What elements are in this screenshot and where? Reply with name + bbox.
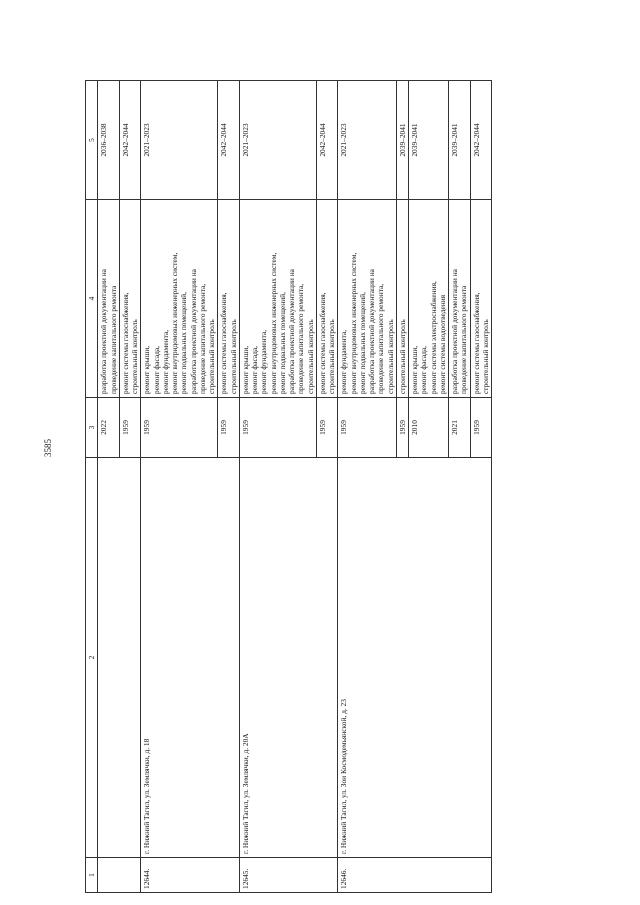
repair-period: 2036–2038: [98, 81, 120, 200]
repair-period: 2039–2041: [396, 81, 408, 200]
works-list: [396, 200, 408, 398]
building-address: г. Нижний Тагил, ул. Землячки, д. 18: [141, 458, 240, 858]
work-item: ремонт системы газоснабжения,: [317, 292, 327, 394]
work-item: ремонт внутридомовых инженерных систем,: [170, 252, 179, 394]
work-item: ремонт системы газоснабжения,: [471, 292, 481, 394]
page-number: 3585: [43, 439, 53, 457]
work-item: ремонт фундамента,: [259, 329, 269, 394]
work-item: строительный контроль: [228, 319, 238, 394]
work-item: ремонт фасада,: [250, 346, 259, 394]
building-address: г. Нижний Тагил, ул. Землячки, д. 20А: [239, 458, 338, 858]
work-item: ремонт системы электроснабжения,: [428, 281, 438, 394]
repair-period: 2021–2023: [239, 81, 316, 200]
construction-year: 1959: [316, 398, 338, 458]
work-item: проведение капитального ремонта,: [296, 283, 306, 394]
works-list: [239, 200, 316, 398]
repair-period: 2042–2044: [218, 81, 240, 200]
repair-period: 2021–2023: [338, 81, 397, 200]
work-item: строительный контроль: [397, 319, 407, 394]
building-address: [98, 458, 141, 858]
work-item: ремонт крыши,: [142, 345, 152, 394]
column-header: 1: [86, 858, 98, 893]
construction-year: 1959: [338, 398, 397, 458]
repair-period: 2039–2041: [449, 81, 471, 200]
table-row: [239, 81, 316, 893]
construction-year: 1959: [218, 398, 240, 458]
construction-year: 2022: [98, 398, 120, 458]
work-item: ремонт подвальных помещений,: [179, 292, 189, 394]
works-list: [338, 200, 397, 398]
work-item: проведение капитального ремонта,: [197, 283, 207, 394]
works-list: [141, 200, 218, 398]
construction-year: 2021: [449, 398, 471, 458]
header-row: [86, 81, 98, 893]
works-list: [409, 200, 449, 398]
column-header: 2: [86, 458, 98, 858]
column-header: 3: [86, 398, 98, 458]
repair-period: 2042–2044: [119, 81, 141, 200]
work-item: строительный контроль: [385, 319, 395, 394]
work-item: разработка проектной документации на: [450, 269, 459, 394]
work-item: разработка проектной документации на: [287, 269, 296, 394]
repair-period: 2039–2041: [409, 81, 449, 200]
work-item: разработка проектной документации на: [99, 269, 109, 394]
work-item: ремонт подвальных помещений,: [357, 292, 367, 394]
repair-period: 2042–2044: [470, 81, 492, 200]
construction-year: 2010: [409, 398, 449, 458]
rotated-table-container: [85, 81, 580, 893]
work-item: проведение капитального ремонта,: [376, 283, 386, 394]
works-list: [470, 200, 492, 398]
work-item: ремонт системы газоснабжения,: [120, 292, 130, 394]
column-header: 5: [86, 81, 98, 200]
construction-year: 1959: [470, 398, 492, 458]
work-item: ремонт внутридомовых инженерных систем,: [268, 252, 278, 394]
works-list: [218, 200, 240, 398]
work-item: проведение капитального ремонта: [459, 285, 469, 394]
work-item: ремонт фасада,: [151, 346, 161, 394]
work-item: разработка проектной документации на: [188, 269, 198, 394]
work-item: проведение капитального ремонта: [108, 285, 118, 394]
work-item: ремонт фасада,: [419, 346, 429, 394]
table-row: [141, 81, 218, 893]
repair-period: 2042–2044: [316, 81, 338, 200]
building-address: г. Нижний Тагил, ул. Зои Космодемьянской, д. 23: [338, 458, 492, 858]
work-item: ремонт крыши,: [240, 345, 250, 394]
work-item: строительный контроль: [327, 319, 336, 394]
works-list: [119, 200, 141, 398]
works-list: [449, 200, 471, 398]
work-item: разработка проектной документации на: [367, 269, 376, 394]
row-number: 12644.: [141, 858, 240, 893]
construction-year: 1959: [239, 398, 316, 458]
work-item: ремонт крыши,: [410, 345, 419, 394]
repair-period: 2021–2023: [141, 81, 218, 200]
row-number: [98, 858, 141, 893]
work-item: ремонт системы газоснабжения,: [219, 292, 229, 394]
work-item: ремонт подвальных помещений,: [277, 292, 287, 394]
table-row: [98, 81, 120, 893]
work-item: ремонт системы водоотведения: [437, 294, 447, 394]
work-item: ремонт фундамента,: [339, 329, 349, 394]
work-item: ремонт фундамента,: [160, 329, 170, 394]
works-list: [98, 200, 120, 398]
works-list: [316, 200, 338, 398]
work-item: строительный контроль: [305, 319, 315, 394]
construction-year: 1959: [119, 398, 141, 458]
row-number: 12645.: [239, 858, 338, 893]
work-item: строительный контроль: [480, 319, 490, 394]
work-item: ремонт внутридомовых инженерных систем,: [348, 252, 358, 394]
construction-year: 1959: [141, 398, 218, 458]
row-number: 12646.: [338, 858, 492, 893]
repair-schedule-table: [85, 80, 492, 893]
work-item: строительный контроль: [207, 319, 216, 394]
column-header: 4: [86, 200, 98, 398]
work-item: строительный контроль: [130, 319, 139, 394]
construction-year: 1959: [396, 398, 408, 458]
table-row: [338, 81, 397, 893]
